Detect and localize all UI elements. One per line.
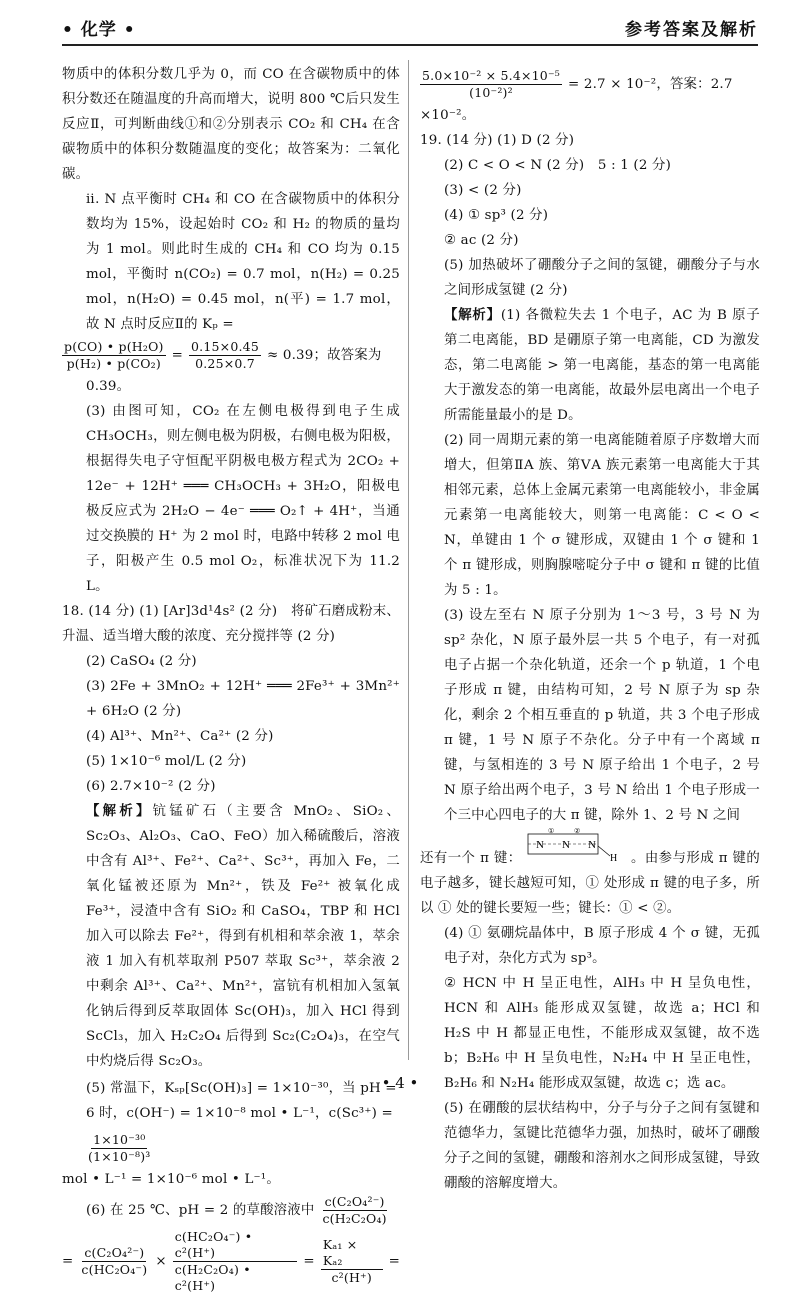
analysis-tag: 【解析】 xyxy=(444,307,501,323)
formula-text: (6) 在 25 ℃、pH = 2 的草酸溶液中 xyxy=(86,1203,315,1218)
paragraph: (4) ① 氨硼烷晶体中，B 原子形成 4 个 σ 键，无孤电子对，杂化方式为 sp³。 xyxy=(444,926,760,966)
fraction xyxy=(86,1132,153,1165)
equals: = xyxy=(62,1254,74,1269)
denominator: (1×10⁻⁸)³ xyxy=(88,1149,151,1164)
paragraph: ×10⁻²。 xyxy=(420,108,476,123)
times: × xyxy=(155,1254,167,1269)
denominator: c(H₂C₂O₄) xyxy=(322,1211,387,1226)
atom-h: H xyxy=(610,853,618,862)
answer-line: (6) 2.7×10⁻² (2 分) xyxy=(86,779,216,794)
numerator: 0.15×0.45 xyxy=(191,339,259,354)
page-header xyxy=(62,14,758,46)
paragraph: 物质中的体积分数几乎为 0，而 CO 在含碳物质中的体积分数还在随温度的升高而增大，说明 800 ℃后只发生反应Ⅱ，可判断曲线①和②分别表示 CO₂ 和 CH₄ 在含碳物质中的体积分数随温度的变化；故答案为：二氧化碳。 xyxy=(62,67,400,182)
ratio-expansion xyxy=(62,1229,400,1294)
numerator: p(CO) • p(H₂O) xyxy=(64,339,164,354)
answer-line: (2) CaSO₄ (2 分) xyxy=(86,654,197,669)
paragraph: (5) 在硼酸的层状结构中，分子与分子之间有氢键和范德华力，氢键比范德华力强，加热时，破坏了硼酸分子之间的氢键，硼酸和溶剂水之间形成氢键，导致硼酸的溶解度增大。 xyxy=(444,1101,760,1191)
denominator: c(H₂C₂O₄) • c²(H⁺) xyxy=(174,1262,251,1293)
answer-line: (5) 1×10⁻⁶ mol/L (2 分) xyxy=(86,754,247,769)
numerator: c(C₂O₄²⁻) xyxy=(324,1194,385,1209)
numerator: 1×10⁻³⁰ xyxy=(93,1132,146,1147)
fraction xyxy=(320,1194,388,1227)
fraction xyxy=(79,1245,149,1278)
ratio-formula xyxy=(62,1194,400,1227)
bond-nh xyxy=(598,846,610,856)
denominator: c(HC₂O₄⁻) xyxy=(81,1262,148,1277)
answer-line: (4) Al³⁺、Mn²⁺、Ca²⁺ (2 分) xyxy=(86,729,274,744)
analysis-paragraph xyxy=(420,303,760,428)
answer-line: (3) 2Fe + 3MnO₂ + 12H⁺ ═══ 2Fe³⁺ + 3Mn²⁺ + 6H₂O (2 分) xyxy=(86,679,400,719)
answer-line: ② ac (2 分) xyxy=(444,233,519,248)
text-span: 还有一个 π 键： xyxy=(420,851,522,866)
paragraph: ⅱ. N 点平衡时 CH₄ 和 CO 在含碳物质中的体积分数均为 15%，设起始时 CO₂ 和 H₂ 的物质的量均为 1 mol。则此时生成的 CH₄ 和 CO 均为 0.15 mol，平衡时 n(CO₂) = 0.7 mol，n(H₂) = 0.25 mol，n(H₂O) = 0.45 mol，n(平) = 1.7 mol，故 N 点时反应Ⅱ的 Kₚ = xyxy=(86,192,400,332)
fraction xyxy=(321,1237,383,1286)
answer-line: (3) < (2 分) xyxy=(444,183,522,198)
fraction xyxy=(62,339,166,372)
analysis-text: 钪锰矿石（主要含 MnO₂、SiO₂、Sc₂O₃、Al₂O₃、CaO、FeO）加入稀硫酸后，溶液中含有 Al³⁺、Fe²⁺、Ca²⁺、Sc³⁺，再加入 Fe，二氧化锰被还原为 Mn²⁺，铁及 Fe²⁺ 被氧化成 Fe³⁺，浸渣中含有 SiO₂ 和 CaSO₄，TBP 和 HCl 加入可以除去 Fe²⁺，得到有机相和萃余液 1，萃余液 1 加入有机萃取剂 P507 萃取 Sc³⁺，萃余液 2 中剩余 Al³⁺、Ca²⁺、Mn²⁺，富钪有机相加入氢氧化钠后得到反萃取固体 Sc(OH)₃，加入 HCl 得到 ScCl₃，加入 H₂C₂O₄ 后得到 Sc₂(C₂O₄)₃，在空气中灼烧后得 Sc₂O₃。 xyxy=(86,804,400,1069)
right-column xyxy=(420,66,760,1196)
analysis-tag: 【解析】 xyxy=(86,803,153,819)
azide-structure-diagram xyxy=(526,828,626,862)
numerator: 5.0×10⁻² × 5.4×10⁻⁵ xyxy=(422,68,560,83)
numerator: Kₐ₁ × Kₐ₂ xyxy=(321,1237,383,1270)
denominator: 0.25×0.7 xyxy=(195,356,255,371)
kp-formula xyxy=(62,339,400,372)
fraction xyxy=(189,339,261,372)
page-number: • 4 • xyxy=(381,1074,419,1092)
formula-tail: = 2.7 × 10⁻²，答案：2.7 xyxy=(567,77,733,92)
equals: = xyxy=(303,1254,315,1269)
atom-n1: N xyxy=(536,839,545,851)
denominator: (10⁻²)² xyxy=(469,85,513,100)
atom-n2: N xyxy=(562,839,571,851)
continued-formula xyxy=(420,68,760,101)
column-divider xyxy=(408,60,409,1060)
paragraph: 0.39。 xyxy=(86,379,131,394)
question-19-answer: 19. (14 分) (1) D (2 分) xyxy=(420,133,575,148)
label-1: ① xyxy=(548,828,555,835)
equals: = xyxy=(171,348,184,363)
text-span: 。由参与形成 π 键的电子越多，键长越短可知，① 处形成 π 键的电子多，所以 ① 处的键长要短一些；键长：① < ②。 xyxy=(420,851,760,916)
denominator: p(H₂) • p(CO₂) xyxy=(66,356,161,371)
numerator: c(C₂O₄²⁻) xyxy=(84,1245,145,1260)
analysis-text: (1) 各微粒失去 1 个电子，AC 为 B 原子第二电离能，BD 是硼原子第一电离能，CD 为激发态，第二电离能 > 第一电离能，基态的第一电离能大于激发态的第一电离能，故最外层电离出一个电子所需能量最小的是 D。 xyxy=(444,308,760,423)
denominator: c²(H⁺) xyxy=(331,1270,372,1285)
paragraph: (3) 由图可知，CO₂ 在左侧电极得到电子生成 CH₃OCH₃，则左侧电极为阴极，右侧电极为阳极，根据得失电子守恒配平阴极电极方程式为 2CO₂ + 12e⁻ + 12H⁺ ═══ CH₃OCH₃ + 3H₂O，阳极电极反应式为 2H₂O − 4e⁻ ═══ O₂↑ + 4H⁺，当通过交换膜的 H⁺ 为 2 mol 时，电路中转移 2 mol 电子，阳极产生 0.5 mol O₂，标准状况下为 11.2 L。 xyxy=(86,404,400,594)
question-18-answer: 18. (14 分) (1) [Ar]3d¹4s² (2 分) 将矿石磨成粉末、升温、适当增大酸的浓度、充分搅拌等 (2 分) xyxy=(62,604,400,644)
atom-n3: N xyxy=(588,839,597,851)
analysis-paragraph xyxy=(62,799,400,1074)
answer-line: (4) ① sp³ (2 分) xyxy=(444,208,549,223)
answer-line: (5) 加热破坏了硼酸分子之间的氢键，硼酸分子与水之间形成氢键 (2 分) xyxy=(444,258,760,298)
paragraph xyxy=(420,828,760,921)
label-2: ② xyxy=(574,828,581,835)
formula-tail: ≈ 0.39；故答案为 xyxy=(266,348,382,363)
formula-text: (5) 常温下，Kₛₚ[Sc(OH)₃] = 1×10⁻³⁰，当 pH = 6 时，c(OH⁻) = 1×10⁻⁸ mol • L⁻¹，c(Sc³⁺) = xyxy=(86,1081,397,1121)
equals: = xyxy=(388,1254,400,1269)
paragraph: (3) 设左至右 N 原子分别为 1～3 号，3 号 N 为 sp² 杂化，N 原子最外层一共 5 个电子，有一对孤电子占据一个杂化轨道，还余一个 p 轨道，1 个电子形成 π 键，由结构可知，2 号 N 原子为 sp 杂化，剩余 2 个相互垂直的 p 轨道，共 3 个电子形成 π 键，1 号 N 原子不杂化。分子中有一个离域 π 键，与氢相连的 3 号 N 原子给出 1 个电子，2 号 N 原子给出两个电子，3 号 N 给出 1 个电子形成一个三中心四电子的大 π 键，除外 1、2 号 N 之间 xyxy=(444,608,760,823)
subject-label: • 化学 • xyxy=(62,20,136,40)
nitrogen-structure xyxy=(526,828,626,862)
left-column xyxy=(62,62,400,1296)
paragraph: ② HCN 中 H 呈正电性，AlH₃ 中 H 呈负电性，HCN 和 AlH₃ 能形成双氢键，故选 a；HCl 和 H₂S 中 H 都显正电性，不能形成双氢键，故不选 b；B₂H₆ 中 H 呈负电性，N₂H₄ 中 H 呈正电性，B₂H₆ 和 N₂H₄ 能形成双氢键，故选 c；选 ac。 xyxy=(444,976,760,1091)
paragraph: mol • L⁻¹ = 1×10⁻⁶ mol • L⁻¹。 xyxy=(62,1172,280,1187)
header-title: 参考答案及解析 xyxy=(625,20,758,40)
numerator: c(HC₂O₄⁻) • c²(H⁺) xyxy=(173,1229,298,1262)
fraction xyxy=(420,68,562,101)
fraction xyxy=(173,1229,298,1294)
paragraph: (2) 同一周期元素的第一电离能随着原子序数增大而增大，但第ⅡA 族、第ⅤA 族元素第一电离能大于其相邻元素，总体上金属元素第一电离能较小，非金属元素第一电离能较大，则第一电离能：C < O < N，单键由 1 个 σ 键形成，双键由 1 个 σ 键和 1 个 π 键形成，则胸腺嘧啶分子中 σ 键和 π 键的比值为 5 : 1。 xyxy=(444,433,760,598)
answer-line: (2) C < O < N (2 分) 5 : 1 (2 分) xyxy=(444,158,672,173)
